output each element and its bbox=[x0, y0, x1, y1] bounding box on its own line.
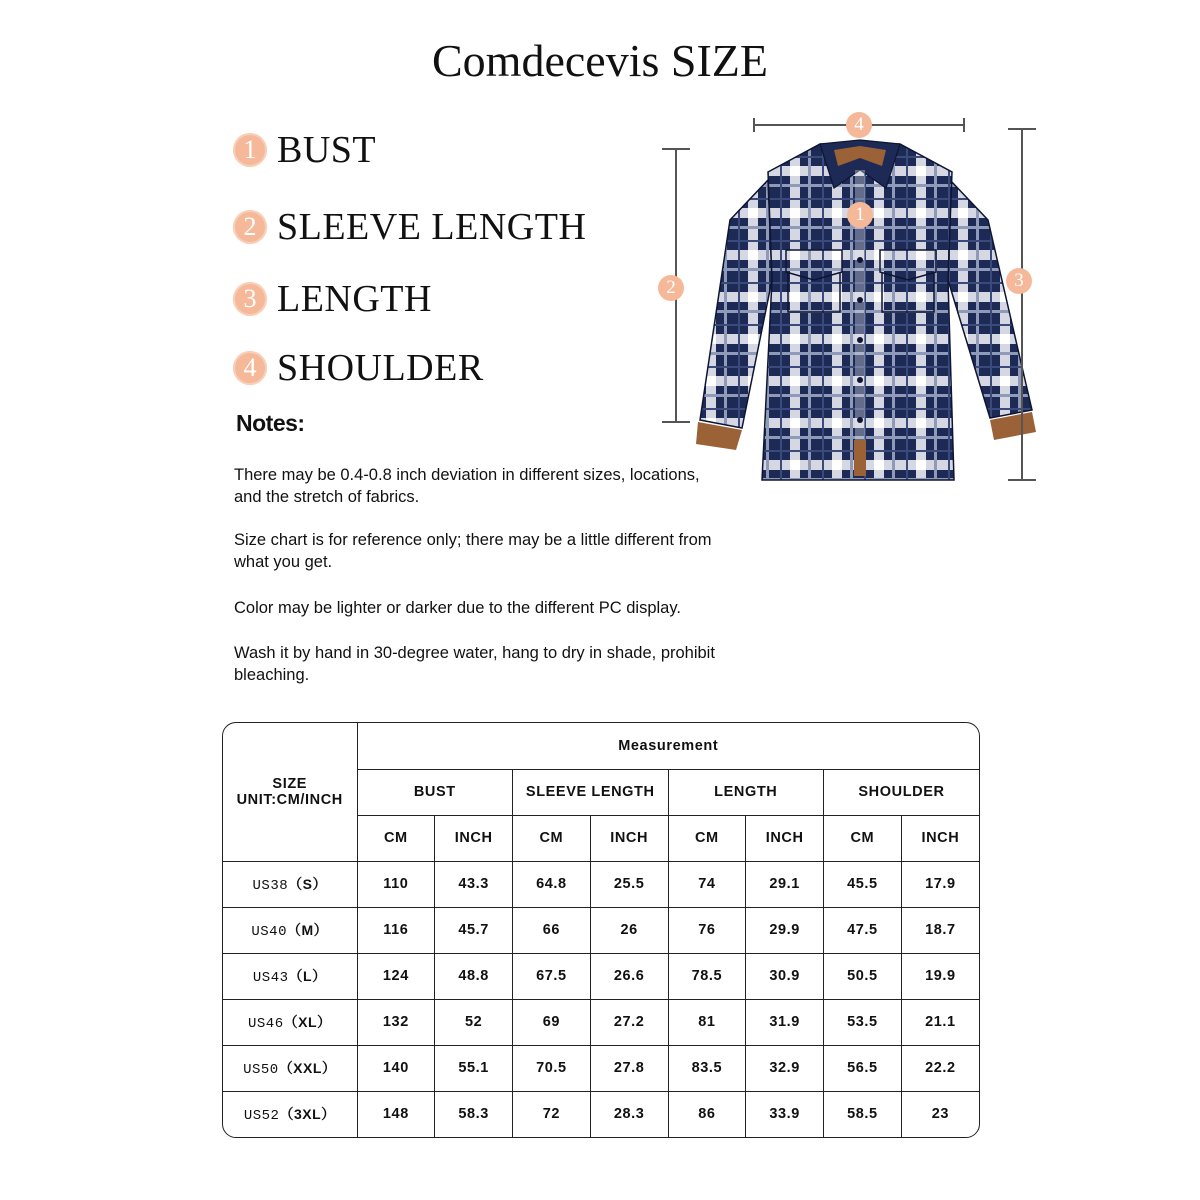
value-cell: 17.9 bbox=[901, 861, 979, 907]
value-cell: 83.5 bbox=[668, 1045, 746, 1091]
size-unit-header bbox=[223, 723, 357, 861]
group-header-sleeve-length: SLEEVE LENGTH bbox=[513, 769, 669, 815]
shirt-diagram bbox=[650, 110, 1050, 500]
value-cell: 55.1 bbox=[435, 1045, 513, 1091]
group-header-length: LENGTH bbox=[668, 769, 824, 815]
value-cell: 26.6 bbox=[590, 953, 668, 999]
value-cell: 58.5 bbox=[824, 1091, 902, 1137]
value-cell: 76 bbox=[668, 907, 746, 953]
group-header-bust: BUST bbox=[357, 769, 513, 815]
value-cell: 72 bbox=[513, 1091, 591, 1137]
value-cell: 78.5 bbox=[668, 953, 746, 999]
note-wash: Wash it by hand in 30-degree water, hang to dry in shade, prohibit bleaching. bbox=[234, 644, 715, 684]
value-cell: 25.5 bbox=[590, 861, 668, 907]
size-letter: （XL） bbox=[283, 1014, 332, 1030]
note-color: Color may be lighter or darker due to the different PC display. bbox=[234, 599, 681, 617]
value-cell: 56.5 bbox=[824, 1045, 902, 1091]
value-cell: 110 bbox=[357, 861, 435, 907]
legend-label: SLEEVE LENGTH bbox=[277, 206, 587, 248]
value-cell: 50.5 bbox=[824, 953, 902, 999]
unit-header-cm: CM bbox=[357, 815, 435, 861]
measurement-header: Measurement bbox=[357, 723, 979, 769]
value-cell: 58.3 bbox=[435, 1091, 513, 1137]
value-cell: 64.8 bbox=[513, 861, 591, 907]
number-badge: 2 bbox=[233, 210, 267, 244]
value-cell: 48.8 bbox=[435, 953, 513, 999]
marker-4: 4 bbox=[846, 112, 872, 138]
unit-header-inch: INCH bbox=[746, 815, 824, 861]
value-cell: 31.9 bbox=[746, 999, 824, 1045]
value-cell: 22.2 bbox=[901, 1045, 979, 1091]
size-header: SIZE bbox=[272, 775, 308, 792]
size-code: US38 bbox=[252, 878, 289, 894]
unit-header-inch: INCH bbox=[590, 815, 668, 861]
unit-header-cm: CM bbox=[824, 815, 902, 861]
value-cell: 116 bbox=[357, 907, 435, 953]
shoulder-measure-cap bbox=[753, 118, 755, 132]
size-letter: （XXL） bbox=[278, 1060, 337, 1076]
value-cell: 30.9 bbox=[746, 953, 824, 999]
note-deviation: There may be 0.4-0.8 inch deviation in different sizes, locations, and the stretch of fabrics. bbox=[234, 466, 700, 506]
value-cell: 148 bbox=[357, 1091, 435, 1137]
size-rows bbox=[223, 861, 979, 1137]
table-row bbox=[223, 953, 979, 999]
value-cell: 18.7 bbox=[901, 907, 979, 953]
size-label-cell bbox=[223, 907, 357, 953]
value-cell: 27.2 bbox=[590, 999, 668, 1045]
size-label-cell bbox=[223, 1091, 357, 1137]
size-label-cell bbox=[223, 999, 357, 1045]
table-row bbox=[223, 999, 979, 1045]
value-cell: 86 bbox=[668, 1091, 746, 1137]
value-cell: 53.5 bbox=[824, 999, 902, 1045]
sleeve-measure-cap bbox=[662, 421, 690, 423]
length-measure-cap bbox=[1008, 479, 1036, 481]
page-title: Comdecevis SIZE bbox=[432, 35, 768, 86]
legend-item-length bbox=[233, 277, 432, 321]
value-cell: 29.9 bbox=[746, 907, 824, 953]
value-cell: 132 bbox=[357, 999, 435, 1045]
size-code: US40 bbox=[251, 924, 287, 940]
table-row bbox=[223, 861, 979, 907]
number-badge: 4 bbox=[233, 351, 267, 385]
value-cell: 70.5 bbox=[513, 1045, 591, 1091]
size-code: US52 bbox=[243, 1108, 280, 1125]
notes-heading: Notes: bbox=[236, 410, 305, 436]
length-measure-line bbox=[1021, 128, 1023, 480]
table-row bbox=[223, 1045, 979, 1091]
unit-header-inch: INCH bbox=[901, 815, 979, 861]
size-chart-table bbox=[222, 722, 980, 1138]
value-cell: 26 bbox=[590, 907, 668, 953]
value-cell: 140 bbox=[357, 1045, 435, 1091]
value-cell: 23 bbox=[901, 1091, 979, 1137]
size-code: US43 bbox=[252, 970, 289, 986]
number-badge: 1 bbox=[233, 133, 267, 167]
value-cell: 66 bbox=[513, 907, 591, 953]
legend-item-shoulder bbox=[233, 346, 484, 390]
unit-header-cm: CM bbox=[668, 815, 746, 861]
table-row bbox=[223, 1091, 979, 1137]
marker-1: 1 bbox=[847, 202, 873, 228]
value-cell: 69 bbox=[513, 999, 591, 1045]
value-cell: 124 bbox=[357, 953, 435, 999]
size-letter: （3XL） bbox=[279, 1106, 336, 1123]
value-cell: 21.1 bbox=[901, 999, 979, 1045]
value-cell: 45.5 bbox=[824, 861, 902, 907]
value-cell: 19.9 bbox=[901, 953, 979, 999]
value-cell: 33.9 bbox=[746, 1091, 824, 1137]
size-letter: （L） bbox=[288, 968, 327, 984]
value-cell: 32.9 bbox=[746, 1045, 824, 1091]
legend-item-bust bbox=[233, 128, 376, 172]
legend-label: BUST bbox=[277, 129, 377, 171]
number-badge: 3 bbox=[233, 282, 267, 316]
value-cell: 27.8 bbox=[590, 1045, 668, 1091]
size-code: US50 bbox=[243, 1062, 279, 1078]
value-cell: 43.3 bbox=[435, 861, 513, 907]
size-code: US46 bbox=[248, 1016, 284, 1032]
value-cell: 45.7 bbox=[435, 907, 513, 953]
note-reference: Size chart is for reference only; there may be a little different from what you get. bbox=[234, 531, 712, 571]
value-cell: 81 bbox=[668, 999, 746, 1045]
unit-header: UNIT:CM/INCH bbox=[236, 791, 343, 808]
size-label-cell bbox=[223, 861, 357, 907]
size-label-cell bbox=[223, 1045, 357, 1091]
value-cell: 74 bbox=[668, 861, 746, 907]
group-header-shoulder: SHOULDER bbox=[824, 769, 980, 815]
legend-label: LENGTH bbox=[277, 278, 432, 320]
size-letter: （S） bbox=[288, 876, 327, 892]
shoulder-measure-cap bbox=[963, 118, 965, 132]
legend-label: SHOULDER bbox=[277, 347, 484, 389]
value-cell: 28.3 bbox=[590, 1091, 668, 1137]
length-measure-cap bbox=[1008, 128, 1036, 130]
plaid-shirt-illustration bbox=[650, 110, 1050, 500]
marker-2: 2 bbox=[658, 275, 684, 301]
size-label-cell bbox=[223, 953, 357, 999]
sleeve-measure-cap bbox=[662, 148, 690, 150]
table-row bbox=[223, 907, 979, 953]
unit-header-inch: INCH bbox=[435, 815, 513, 861]
marker-3: 3 bbox=[1006, 268, 1032, 294]
value-cell: 52 bbox=[435, 999, 513, 1045]
value-cell: 47.5 bbox=[824, 907, 902, 953]
unit-header-cm: CM bbox=[513, 815, 591, 861]
size-letter: （M） bbox=[286, 922, 329, 938]
value-cell: 29.1 bbox=[746, 861, 824, 907]
value-cell: 67.5 bbox=[513, 953, 591, 999]
legend-item-sleeve-length bbox=[233, 205, 586, 249]
